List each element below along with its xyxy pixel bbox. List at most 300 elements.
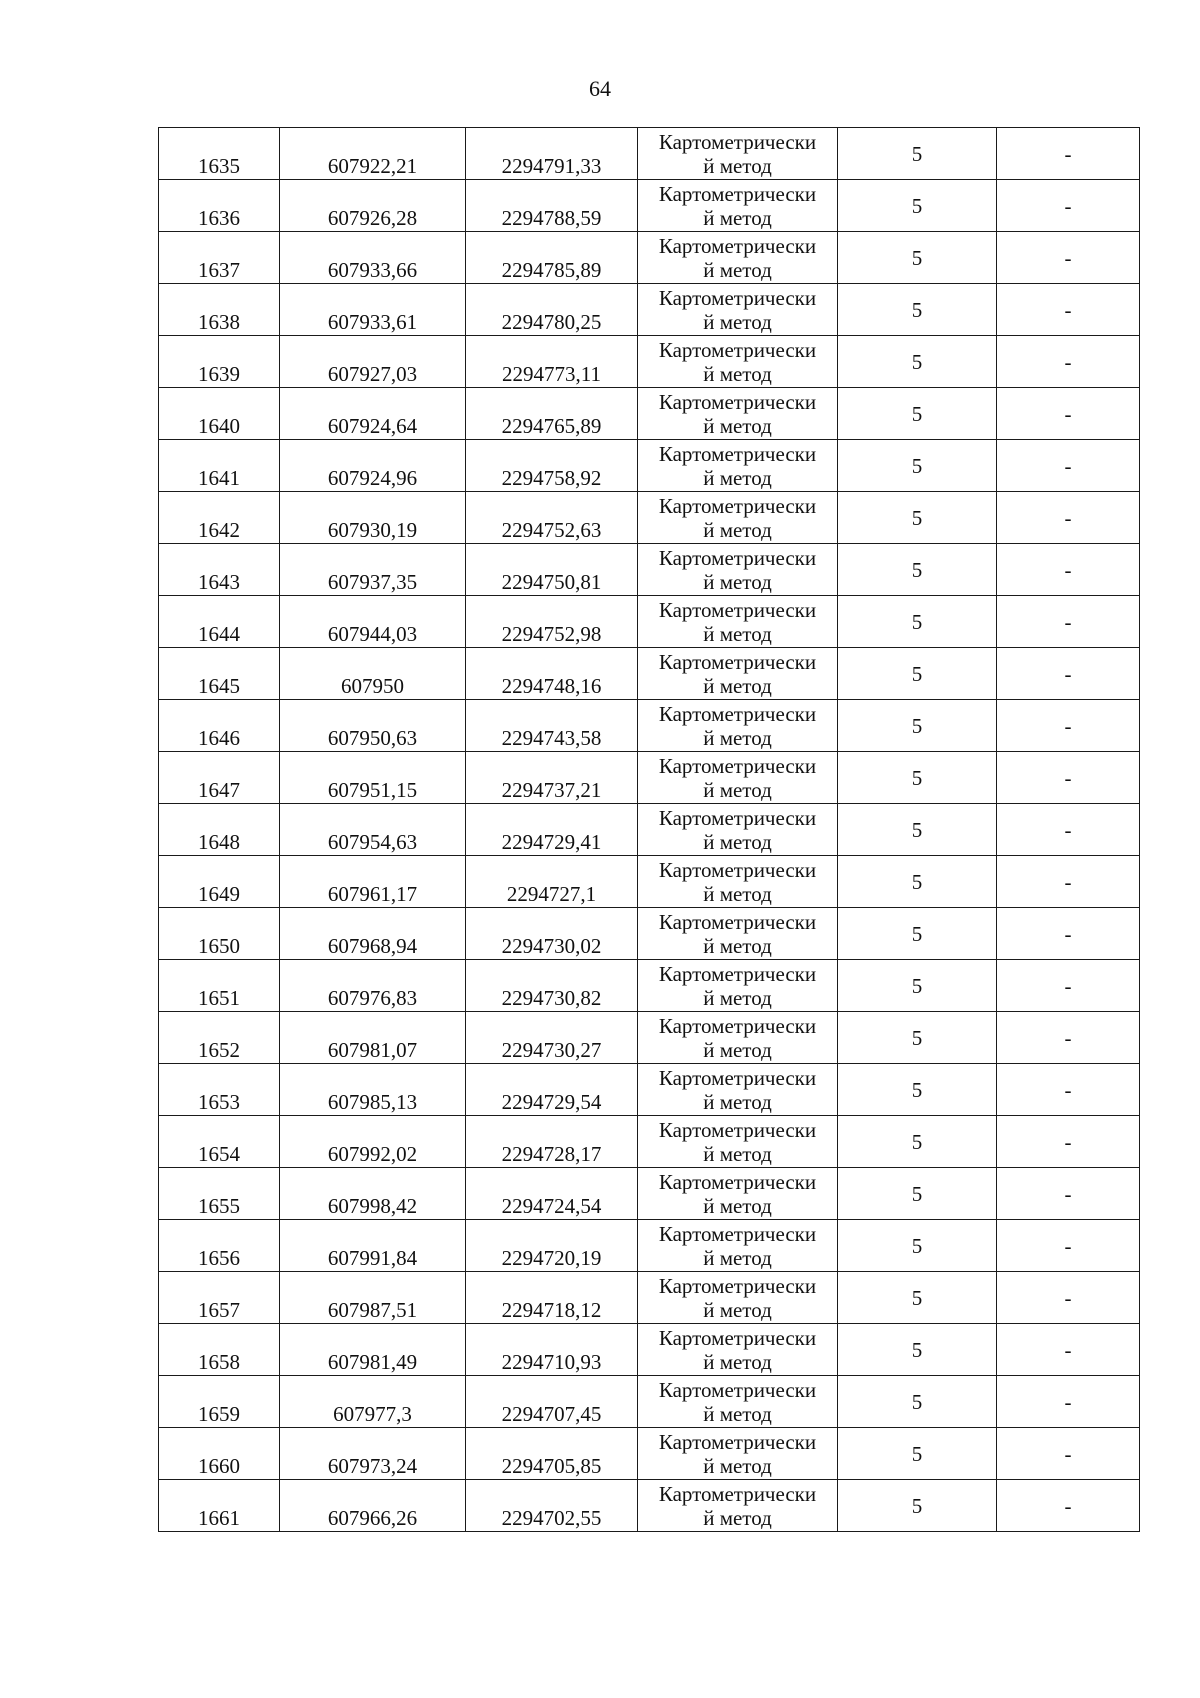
accuracy-cell-text: 5 [911,453,923,478]
table-row [159,804,1140,856]
table-body [159,128,1140,1532]
method-cell-text: Картометрически й метод [658,1325,817,1374]
table-row [159,1480,1140,1532]
point-number-cell-text: 1648 [198,830,240,854]
method-cell-text: Картометрически й метод [658,285,817,334]
y-coordinate-cell [466,960,638,1012]
note-cell-text: - [1064,401,1072,426]
accuracy-cell-text: 5 [911,401,923,426]
table-row [159,648,1140,700]
y-coordinate-cell-text: 2294728,17 [501,1142,602,1166]
y-coordinate-cell-text: 2294720,19 [501,1246,602,1270]
accuracy-cell [838,1428,997,1480]
accuracy-cell [838,1480,997,1532]
note-cell-text: - [1064,1441,1072,1466]
note-cell [997,440,1140,492]
accuracy-cell [838,1012,997,1064]
point-number-cell [159,544,280,596]
point-number-cell [159,1480,280,1532]
method-cell [638,648,838,700]
table-row [159,388,1140,440]
accuracy-cell-text: 5 [911,505,923,530]
y-coordinate-cell [466,1064,638,1116]
point-number-cell [159,1428,280,1480]
note-cell-text: - [1064,557,1072,582]
y-coordinate-cell [466,1272,638,1324]
method-cell-text: Картометрически й метод [658,1429,817,1478]
note-cell-text: - [1064,609,1072,634]
point-number-cell [159,960,280,1012]
x-coordinate-cell-text: 607985,13 [327,1090,418,1114]
method-cell-text: Картометрически й метод [658,545,817,594]
x-coordinate-cell-text: 607976,83 [327,986,418,1010]
accuracy-cell [838,1064,997,1116]
note-cell [997,180,1140,232]
note-cell [997,1480,1140,1532]
note-cell-text: - [1064,193,1072,218]
point-number-cell-text: 1657 [198,1298,240,1322]
point-number-cell [159,596,280,648]
table-row [159,128,1140,180]
note-cell-text: - [1064,1285,1072,1310]
note-cell [997,388,1140,440]
x-coordinate-cell-text: 607991,84 [327,1246,418,1270]
method-cell [638,1272,838,1324]
point-number-cell [159,232,280,284]
table-row [159,1428,1140,1480]
x-coordinate-cell [280,1324,466,1376]
method-cell [638,752,838,804]
method-cell [638,596,838,648]
point-number-cell-text: 1655 [198,1194,240,1218]
point-number-cell-text: 1645 [198,674,240,698]
accuracy-cell-text: 5 [911,1493,923,1518]
y-coordinate-cell [466,440,638,492]
x-coordinate-cell-text: 607933,61 [327,310,418,334]
note-cell-text: - [1064,245,1072,270]
x-coordinate-cell-text: 607922,21 [327,154,418,178]
method-cell [638,1428,838,1480]
method-cell-text: Картометрически й метод [658,1013,817,1062]
y-coordinate-cell [466,232,638,284]
accuracy-cell-text: 5 [911,349,923,374]
y-coordinate-cell [466,492,638,544]
method-cell-text: Картометрически й метод [658,233,817,282]
x-coordinate-cell [280,544,466,596]
point-number-cell-text: 1637 [198,258,240,282]
accuracy-cell [838,1116,997,1168]
table-row [159,440,1140,492]
note-cell [997,336,1140,388]
point-number-cell [159,752,280,804]
table-row [159,908,1140,960]
coordinates-table [158,127,1140,1532]
x-coordinate-cell [280,804,466,856]
method-cell [638,1012,838,1064]
method-cell-text: Картометрически й метод [658,1481,817,1530]
x-coordinate-cell [280,1428,466,1480]
accuracy-cell [838,1376,997,1428]
accuracy-cell-text: 5 [911,1025,923,1050]
point-number-cell [159,804,280,856]
table-row [159,1272,1140,1324]
point-number-cell [159,284,280,336]
point-number-cell-text: 1644 [198,622,240,646]
y-coordinate-cell-text: 2294785,89 [501,258,602,282]
note-cell-text: - [1064,1233,1072,1258]
point-number-cell-text: 1638 [198,310,240,334]
method-cell [638,1376,838,1428]
note-cell [997,856,1140,908]
note-cell-text: - [1064,349,1072,374]
method-cell [638,908,838,960]
x-coordinate-cell [280,752,466,804]
x-coordinate-cell-text: 607961,17 [327,882,418,906]
y-coordinate-cell [466,1220,638,1272]
y-coordinate-cell-text: 2294748,16 [501,674,602,698]
note-cell-text: - [1064,817,1072,842]
point-number-cell [159,648,280,700]
method-cell-text: Картометрически й метод [658,493,817,542]
y-coordinate-cell-text: 2294752,63 [501,518,602,542]
point-number-cell-text: 1659 [198,1402,240,1426]
point-number-cell-text: 1653 [198,1090,240,1114]
x-coordinate-cell-text: 607926,28 [327,206,418,230]
table-row [159,336,1140,388]
note-cell [997,1376,1140,1428]
method-cell-text: Картометрически й метод [658,701,817,750]
accuracy-cell-text: 5 [911,245,923,270]
y-coordinate-cell [466,596,638,648]
y-coordinate-cell-text: 2294737,21 [501,778,602,802]
table-row [159,232,1140,284]
x-coordinate-cell [280,492,466,544]
point-number-cell [159,1376,280,1428]
point-number-cell [159,128,280,180]
x-coordinate-cell [280,1480,466,1532]
table-row [159,700,1140,752]
y-coordinate-cell [466,1116,638,1168]
x-coordinate-cell [280,440,466,492]
table-row [159,1012,1140,1064]
y-coordinate-cell [466,908,638,960]
x-coordinate-cell-text: 607981,49 [327,1350,418,1374]
method-cell-text: Картометрически й метод [658,441,817,490]
x-coordinate-cell [280,648,466,700]
x-coordinate-cell-text: 607944,03 [327,622,418,646]
accuracy-cell-text: 5 [911,869,923,894]
method-cell-text: Картометрически й метод [658,1221,817,1270]
accuracy-cell [838,700,997,752]
point-number-cell-text: 1642 [198,518,240,542]
method-cell-text: Картометрически й метод [658,389,817,438]
accuracy-cell [838,232,997,284]
accuracy-cell-text: 5 [911,713,923,738]
x-coordinate-cell-text: 607924,96 [327,466,418,490]
note-cell-text: - [1064,505,1072,530]
note-cell-text: - [1064,661,1072,686]
point-number-cell-text: 1651 [198,986,240,1010]
x-coordinate-cell-text: 607950 [341,674,404,698]
note-cell-text: - [1064,1389,1072,1414]
point-number-cell-text: 1647 [198,778,240,802]
accuracy-cell [838,856,997,908]
note-cell [997,960,1140,1012]
method-cell-text: Картометрически й метод [658,1273,817,1322]
method-cell-text: Картометрически й метод [658,1377,817,1426]
page-number: 64 [589,76,611,101]
y-coordinate-cell [466,128,638,180]
x-coordinate-cell [280,1012,466,1064]
y-coordinate-cell-text: 2294707,45 [501,1402,602,1426]
accuracy-cell-text: 5 [911,557,923,582]
y-coordinate-cell [466,1428,638,1480]
note-cell [997,1428,1140,1480]
x-coordinate-cell [280,908,466,960]
x-coordinate-cell-text: 607950,63 [327,726,418,750]
accuracy-cell-text: 5 [911,193,923,218]
point-number-cell-text: 1661 [198,1506,240,1530]
x-coordinate-cell [280,1220,466,1272]
y-coordinate-cell-text: 2294729,41 [501,830,602,854]
method-cell [638,1480,838,1532]
table-row [159,1376,1140,1428]
method-cell-text: Картометрически й метод [658,1169,817,1218]
point-number-cell [159,440,280,492]
method-cell [638,700,838,752]
x-coordinate-cell [280,180,466,232]
note-cell-text: - [1064,1129,1072,1154]
y-coordinate-cell-text: 2294780,25 [501,310,602,334]
accuracy-cell [838,752,997,804]
x-coordinate-cell-text: 607937,35 [327,570,418,594]
table-row [159,1168,1140,1220]
accuracy-cell [838,1168,997,1220]
y-coordinate-cell-text: 2294791,33 [501,154,602,178]
y-coordinate-cell [466,180,638,232]
y-coordinate-cell [466,544,638,596]
point-number-cell-text: 1654 [198,1142,240,1166]
point-number-cell-text: 1646 [198,726,240,750]
y-coordinate-cell [466,284,638,336]
accuracy-cell-text: 5 [911,921,923,946]
note-cell [997,128,1140,180]
note-cell [997,804,1140,856]
method-cell-text: Картометрически й метод [658,805,817,854]
y-coordinate-cell-text: 2294773,11 [502,362,601,386]
table-row [159,1220,1140,1272]
table-row [159,1064,1140,1116]
point-number-cell [159,1220,280,1272]
y-coordinate-cell-text: 2294758,92 [501,466,602,490]
point-number-cell [159,1064,280,1116]
x-coordinate-cell [280,232,466,284]
accuracy-cell [838,336,997,388]
note-cell [997,752,1140,804]
accuracy-cell-text: 5 [911,609,923,634]
x-coordinate-cell-text: 607992,02 [327,1142,418,1166]
note-cell-text: - [1064,453,1072,478]
point-number-cell-text: 1660 [198,1454,240,1478]
y-coordinate-cell-text: 2294730,82 [501,986,602,1010]
accuracy-cell-text: 5 [911,1285,923,1310]
y-coordinate-cell [466,856,638,908]
accuracy-cell [838,1220,997,1272]
x-coordinate-cell-text: 607951,15 [327,778,418,802]
point-number-cell-text: 1640 [198,414,240,438]
method-cell [638,960,838,1012]
x-coordinate-cell [280,1168,466,1220]
method-cell-text: Картометрически й метод [658,129,817,178]
method-cell [638,336,838,388]
accuracy-cell-text: 5 [911,1441,923,1466]
method-cell [638,232,838,284]
x-coordinate-cell [280,1064,466,1116]
point-number-cell [159,1168,280,1220]
x-coordinate-cell-text: 607973,24 [327,1454,418,1478]
accuracy-cell [838,388,997,440]
point-number-cell [159,336,280,388]
note-cell-text: - [1064,765,1072,790]
point-number-cell [159,700,280,752]
accuracy-cell [838,544,997,596]
note-cell [997,492,1140,544]
accuracy-cell-text: 5 [911,1337,923,1362]
x-coordinate-cell [280,336,466,388]
accuracy-cell [838,284,997,336]
x-coordinate-cell-text: 607998,42 [327,1194,418,1218]
y-coordinate-cell-text: 2294730,02 [501,934,602,958]
x-coordinate-cell [280,596,466,648]
x-coordinate-cell [280,388,466,440]
x-coordinate-cell [280,700,466,752]
method-cell-text: Картометрически й метод [658,1117,817,1166]
note-cell-text: - [1064,1337,1072,1362]
note-cell [997,1064,1140,1116]
point-number-cell-text: 1643 [198,570,240,594]
note-cell [997,1012,1140,1064]
x-coordinate-cell-text: 607987,51 [327,1298,418,1322]
note-cell [997,544,1140,596]
method-cell [638,1220,838,1272]
note-cell [997,908,1140,960]
method-cell [638,180,838,232]
accuracy-cell-text: 5 [911,661,923,686]
method-cell-text: Картометрически й метод [658,597,817,646]
note-cell [997,1324,1140,1376]
accuracy-cell [838,492,997,544]
note-cell-text: - [1064,1181,1072,1206]
accuracy-cell-text: 5 [911,1077,923,1102]
method-cell [638,1324,838,1376]
note-cell-text: - [1064,297,1072,322]
point-number-cell-text: 1656 [198,1246,240,1270]
point-number-cell-text: 1635 [198,154,240,178]
y-coordinate-cell-text: 2294743,58 [501,726,602,750]
note-cell-text: - [1064,1025,1072,1050]
accuracy-cell [838,908,997,960]
point-number-cell [159,388,280,440]
y-coordinate-cell-text: 2294724,54 [501,1194,602,1218]
method-cell [638,856,838,908]
y-coordinate-cell [466,1168,638,1220]
y-coordinate-cell-text: 2294702,55 [501,1506,602,1530]
table-row [159,180,1140,232]
note-cell-text: - [1064,973,1072,998]
note-cell-text: - [1064,141,1072,166]
method-cell [638,1168,838,1220]
point-number-cell [159,856,280,908]
point-number-cell [159,180,280,232]
point-number-cell-text: 1641 [198,466,240,490]
x-coordinate-cell-text: 607968,94 [327,934,418,958]
method-cell-text: Картометрически й метод [658,1065,817,1114]
method-cell [638,440,838,492]
x-coordinate-cell-text: 607924,64 [327,414,418,438]
method-cell [638,284,838,336]
table-row [159,596,1140,648]
y-coordinate-cell [466,336,638,388]
accuracy-cell-text: 5 [911,141,923,166]
accuracy-cell-text: 5 [911,1181,923,1206]
accuracy-cell-text: 5 [911,1233,923,1258]
y-coordinate-cell [466,1324,638,1376]
x-coordinate-cell [280,960,466,1012]
table-row [159,492,1140,544]
x-coordinate-cell [280,856,466,908]
note-cell-text: - [1064,1493,1072,1518]
accuracy-cell [838,596,997,648]
point-number-cell [159,1272,280,1324]
note-cell [997,1116,1140,1168]
point-number-cell-text: 1639 [198,362,240,386]
table-row [159,752,1140,804]
y-coordinate-cell [466,388,638,440]
point-number-cell [159,1012,280,1064]
method-cell [638,388,838,440]
point-number-cell-text: 1636 [198,206,240,230]
y-coordinate-cell [466,752,638,804]
point-number-cell-text: 1652 [198,1038,240,1062]
point-number-cell [159,492,280,544]
y-coordinate-cell-text: 2294765,89 [501,414,602,438]
note-cell-text: - [1064,1077,1072,1102]
y-coordinate-cell [466,804,638,856]
table-row [159,544,1140,596]
point-number-cell-text: 1650 [198,934,240,958]
table-row [159,960,1140,1012]
note-cell [997,1220,1140,1272]
x-coordinate-cell [280,1272,466,1324]
y-coordinate-cell-text: 2294727,1 [506,882,597,906]
x-coordinate-cell-text: 607977,3 [333,1402,412,1426]
y-coordinate-cell-text: 2294752,98 [501,622,602,646]
point-number-cell [159,1324,280,1376]
x-coordinate-cell-text: 607966,26 [327,1506,418,1530]
point-number-cell [159,1116,280,1168]
table-row [159,856,1140,908]
method-cell [638,544,838,596]
y-coordinate-cell [466,1012,638,1064]
accuracy-cell-text: 5 [911,297,923,322]
point-number-cell-text: 1658 [198,1350,240,1374]
x-coordinate-cell [280,284,466,336]
method-cell-text: Картометрически й метод [658,753,817,802]
accuracy-cell-text: 5 [911,1129,923,1154]
method-cell-text: Картометрически й метод [658,909,817,958]
point-number-cell-text: 1649 [198,882,240,906]
method-cell-text: Картометрически й метод [658,181,817,230]
